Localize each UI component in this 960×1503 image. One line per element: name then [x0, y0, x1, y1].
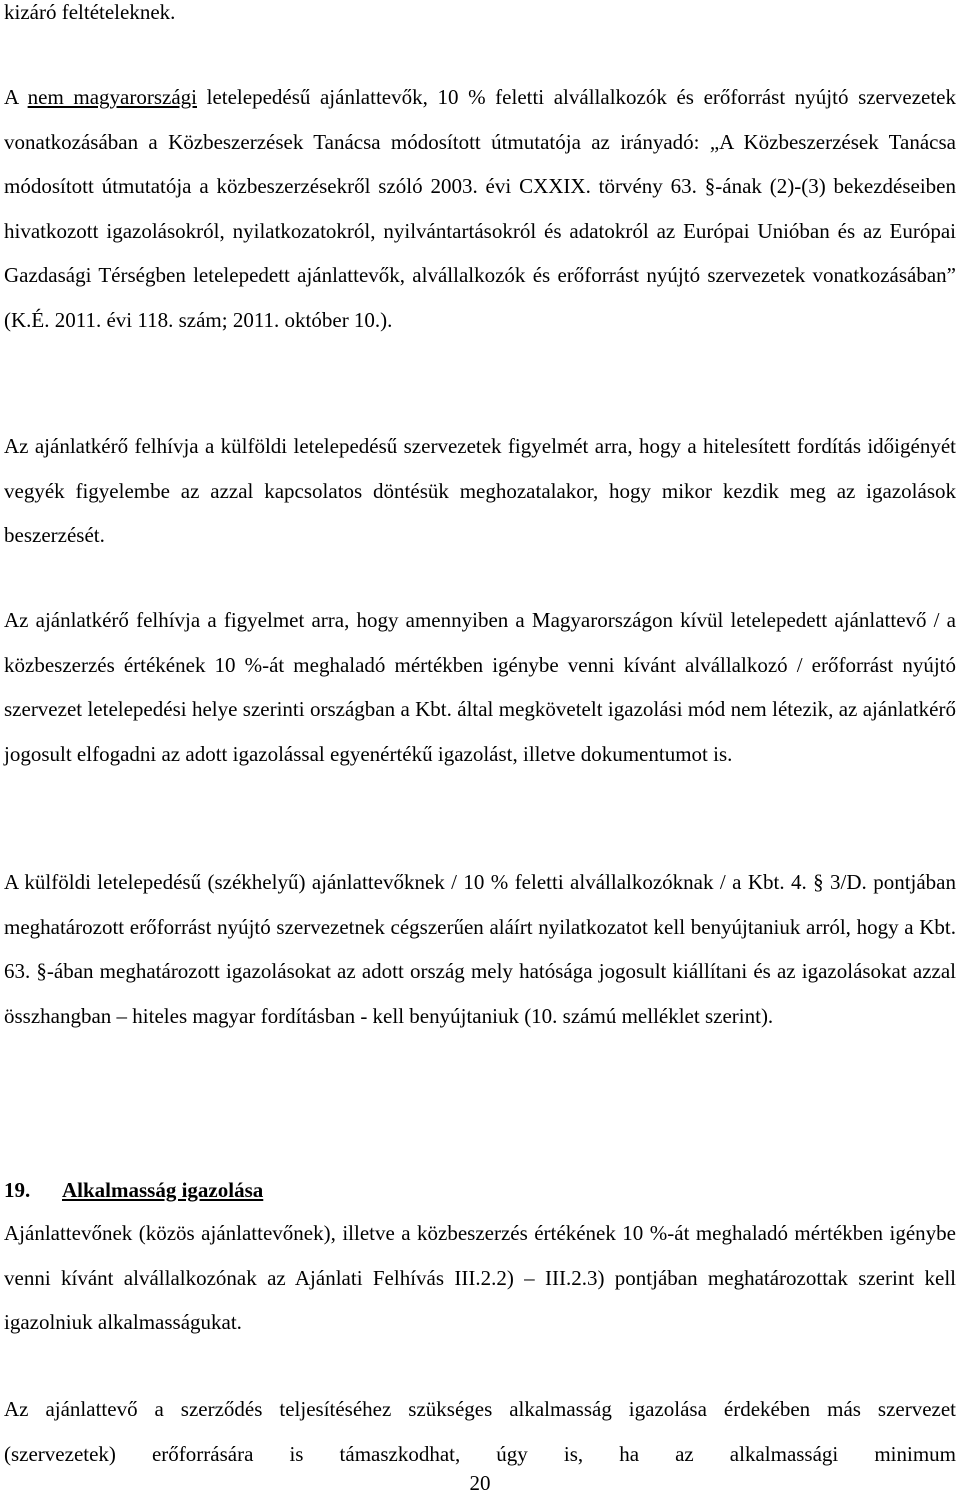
paragraph-translation — [4, 424, 956, 558]
section-title: Alkalmasság igazolása — [62, 1178, 264, 1202]
text-translation: Az ajánlatkérő felhívja a külföldi letelepedésű szervezetek figyelmét arra, hogy a hitelesített fordítás időigényét vegyék figyelembe az azzal kapcsolatos döntésük meghozatalakor, hogy mikor kezdik meg az igazolások beszerzését. — [4, 434, 956, 547]
text-lead: A — [4, 85, 28, 109]
paragraph-foreign — [4, 860, 956, 1038]
paragraph-non-hungarian — [4, 75, 956, 342]
paragraph-continuation — [4, 0, 956, 35]
text-rest: letelepedésű ajánlattevők, 10 % feletti alvállalkozók és erőforrást nyújtó szervezetek vonatkozásában a Közbeszerzések Tanácsa módosított útmutatója az irányadó: „A Közbeszerzések Tanácsa módosított útmutatója a közbeszerzésekről szóló 2003. évi CXXIX. törvény 63. §-ának (2)-(3) bekezdéseiben hivatkozott igazolásokról, nyilatkozatokról, nyilvántartásokról és adatokról az Európai Unióban és az Európai Gazdasági Térségben letelepedett ajánlattevők, alvállalkozók és erőforrást nyújtó szervezetek vonatkozásában” (K.É. 2011. évi 118. szám; 2011. október 10.). — [4, 85, 956, 332]
text-other: Az ajánlattevő a szerződés teljesítéséhez szükséges alkalmasság igazolása érdekében más szervezet (szervezetek) erőforrására is támaszkodhat, úgy is, ha az alkalmassági minimum — [4, 1397, 956, 1466]
text-equivalent: Az ajánlatkérő felhívja a figyelmet arra, hogy amennyiben a Magyarországon kívül letelepedett ajánlattevő / a közbeszerzés értékének 10 %-át meghaladó mértékben igénybe venni kívánt alvállalkozó / erőforrást nyújtó szervezet letelepedési helye szerinti országban a Kbt. által megkövetelt igazolási mód nem létezik, az ajánlatkérő jogosult elfogadni az adott igazolással egyenértékű igazolást, illetve dokumentumot is. — [4, 608, 956, 766]
page-number: 20 — [469, 1471, 491, 1495]
text-suitability: Ajánlattevőnek (közös ajánlattevőnek), illetve a közbeszerzés értékének 10 %-át meghaladó mértékben igénybe venni kívánt alvállalkozónak az Ajánlati Felhívás III.2.2) – III.2.3) pontjában meghatározottak szerint kell igazolniuk alkalmasságukat. — [4, 1221, 956, 1334]
text-underlined: nem magyarországi — [27, 85, 197, 109]
paragraph-suitability — [4, 1211, 956, 1345]
section-number: 19. — [4, 1178, 31, 1202]
paragraph-equivalent — [4, 598, 956, 776]
text-first-line: kizáró feltételeknek. — [4, 0, 176, 24]
section-heading — [4, 1168, 956, 1212]
paragraph-other-organization — [4, 1387, 956, 1476]
text-foreign: A külföldi letelepedésű (székhelyű) ajánlattevőknek / 10 % feletti alvállalkozóknak / a Kbt. 4. § 3/D. pontjában meghatározott erőforrást nyújtó szervezetnek cégszerűen aláírt nyilatkozatot kell benyújtaniuk arról, hogy a Kbt. 63. §-ában meghatározott igazolásokat az adott ország mely hatósága jogosult kiállítani és az igazolásokat azzal összhangban – hiteles magyar fordításban - kell benyújtaniuk (10. számú melléklet szerint). — [4, 870, 956, 1028]
